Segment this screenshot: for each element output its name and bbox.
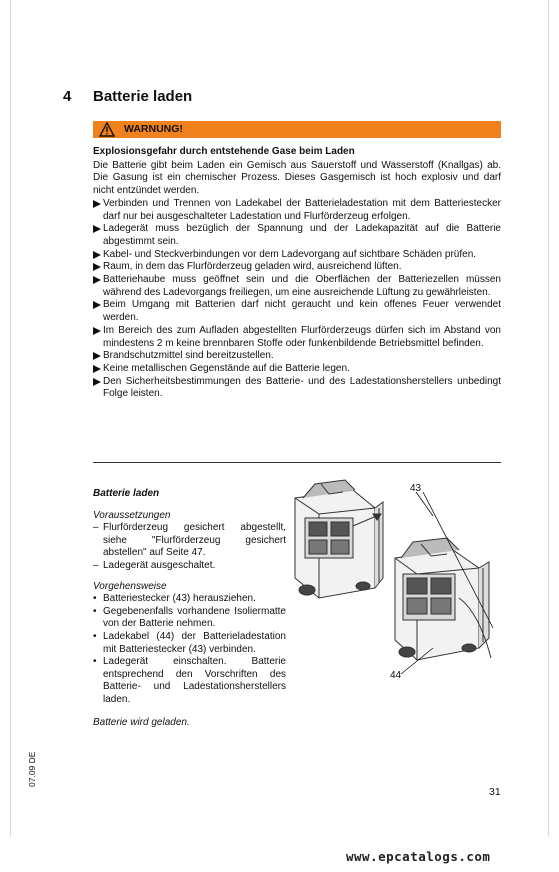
chapter-number: 4 bbox=[63, 88, 72, 105]
warning-item: Den Sicherheitsbestimmungen des Batterie- und des Ladestationsherstellers unbedingt Folge leisten. bbox=[93, 376, 501, 401]
print-code: 07.09 DE bbox=[27, 751, 37, 787]
dot-bullet-icon: • bbox=[93, 630, 97, 642]
dot-bullet-icon: • bbox=[93, 605, 97, 617]
warning-item: Beim Umgang mit Batterien darf nicht geraucht und kein offenes Feuer verwendet werden. bbox=[93, 299, 501, 324]
dash-bullet-icon: – bbox=[93, 559, 99, 571]
warning-banner bbox=[93, 121, 501, 138]
step-item: • Ladegerät einschalten. Batterie entsprechend den Vorschriften des Batterie- und Ladestationsherstellers laden. bbox=[93, 656, 286, 705]
arrow-bullet-icon bbox=[93, 301, 101, 309]
warning-item: Kabel- und Steckverbindungen vor dem Ladevorgang auf sichtbare Schäden prüfen. bbox=[93, 249, 501, 262]
prereq-heading: Voraussetzungen bbox=[93, 509, 171, 521]
warning-item: Ladegerät muss bezüglich der Spannung und der Ladekapazität auf die Batterie abgestimmt sein. bbox=[93, 223, 501, 248]
chapter-title: Batterie laden bbox=[93, 88, 193, 105]
warning-label: WARNUNG! bbox=[124, 123, 183, 135]
procedure-result: Batterie wird geladen. bbox=[93, 716, 190, 728]
warning-triangle-icon bbox=[99, 122, 115, 137]
dash-bullet-icon: – bbox=[93, 522, 99, 534]
callout-44: 44 bbox=[390, 670, 402, 681]
arrow-bullet-icon bbox=[93, 251, 101, 259]
warning-list bbox=[93, 198, 501, 401]
procedure-title: Batterie laden bbox=[93, 488, 160, 499]
arrow-bullet-icon bbox=[93, 263, 101, 271]
arrow-bullet-icon bbox=[93, 225, 101, 233]
prereq-list bbox=[93, 522, 286, 572]
steps-heading: Vorgehensweise bbox=[93, 580, 167, 592]
warning-end-rule bbox=[93, 462, 501, 463]
arrow-bullet-icon bbox=[93, 276, 101, 284]
warning-intro: Die Batterie gibt beim Laden ein Gemisch aus Sauerstoff und Wasserstoff (Knallgas) ab. Die Gasung ist ein chemischer Prozess. Dieses Gasgemisch ist hoch explosiv und darf nicht entzündet werden. bbox=[93, 159, 501, 197]
warning-item: Raum, in dem das Flurförderzeug geladen wird, ausreichend lüften. bbox=[93, 261, 501, 274]
dot-bullet-icon: • bbox=[93, 656, 97, 668]
warning-content bbox=[93, 146, 501, 401]
warning-item: Im Bereich des zum Aufladen abgestellten Flurförderzeugs dürfen sich im Abstand von mindestens 2 m keine brennbaren Stoffe oder funkenbildende Betriebsmittel befinden. bbox=[93, 325, 501, 350]
warning-item: Brandschutzmittel sind bereitzustellen. bbox=[93, 350, 501, 363]
procedure-section bbox=[93, 488, 286, 729]
arrow-bullet-icon bbox=[93, 352, 101, 360]
warning-item: Verbinden und Trennen von Ladekabel der Batterieladestation mit dem Batteriestecker darf nur bei ausgeschalteter Ladestation und Flurförderzeug erfolgen. bbox=[93, 198, 501, 223]
step-item: • Batteriestecker (43) herausziehen. bbox=[93, 593, 256, 605]
warning-item: Batteriehaube muss geöffnet sein und die Oberflächen der Batteriezellen müssen während des Ladevorgangs freiliegen, um eine ausreichende Lüftung zu gewährleisten. bbox=[93, 274, 501, 299]
steps-list bbox=[93, 593, 286, 706]
forklift-battery-illustration bbox=[283, 478, 505, 678]
arrow-bullet-icon bbox=[93, 327, 101, 335]
arrow-bullet-icon bbox=[93, 365, 101, 373]
arrow-bullet-icon bbox=[93, 378, 101, 386]
prereq-item: – Flurförderzeug gesichert abgestellt, siehe "Flurförderzeug gesichert abstellen" auf Seite 47. bbox=[93, 522, 286, 559]
step-item: • Ladekabel (44) der Batterieladestation mit Batteriestecker (43) verbinden. bbox=[93, 630, 286, 655]
step-item: • Gegebenenfalls vorhandene Isoliermatte von der Batterie nehmen. bbox=[93, 605, 286, 630]
page-number: 31 bbox=[489, 786, 501, 798]
warning-item: Keine metallischen Gegenstände auf die Batterie legen. bbox=[93, 363, 501, 376]
callout-43: 43 bbox=[410, 483, 422, 494]
prereq-item: – Ladegerät ausgeschaltet. bbox=[93, 559, 216, 571]
dot-bullet-icon: • bbox=[93, 593, 97, 605]
warning-heading: Explosionsgefahr durch entstehende Gase beim Laden bbox=[93, 146, 355, 157]
arrow-bullet-icon bbox=[93, 200, 101, 208]
watermark: www.epcatalogs.com bbox=[346, 849, 491, 864]
